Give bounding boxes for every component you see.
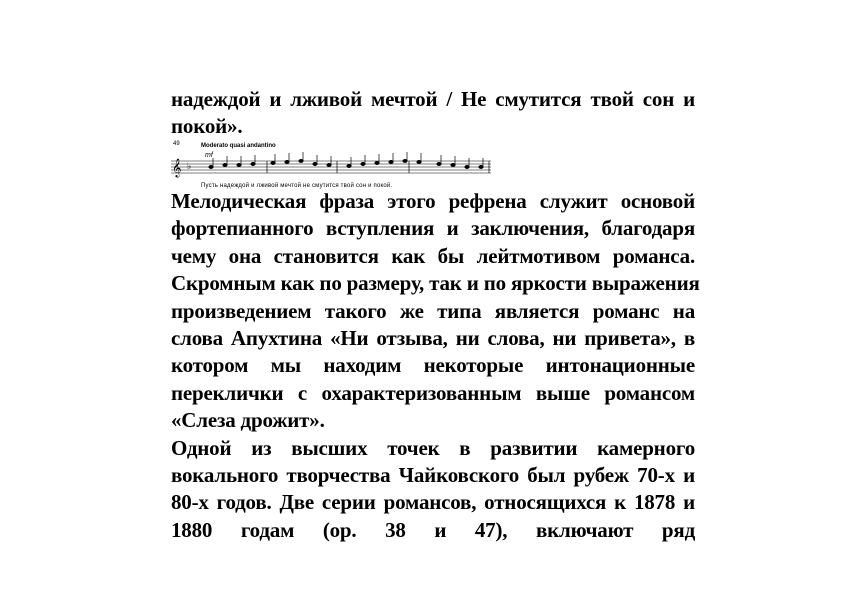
text-line — [171, 188, 695, 215]
note-head — [299, 159, 303, 162]
text-run: », в — [660, 325, 695, 350]
main-text — [171, 188, 700, 544]
text-line — [171, 352, 695, 379]
note-head — [417, 160, 421, 163]
text-run: «Слеза дрожит». — [171, 408, 325, 433]
note-head — [451, 163, 455, 166]
music-score-excerpt — [171, 139, 501, 191]
note-head — [251, 162, 255, 165]
text-run: произведением такого же типа является романс на — [171, 298, 695, 323]
note-head — [437, 162, 441, 165]
text-run: 80-х годов. Две серии романсов, относящихся к 1878 и — [171, 490, 695, 515]
text-run: слова Апухтина « — [171, 325, 341, 350]
dynamic-marking: mf — [205, 152, 213, 159]
text-line — [171, 325, 695, 352]
note-head — [403, 159, 407, 162]
text-run: чему она становится как бы лейтмотивом романса. — [171, 243, 695, 268]
score-lyrics: Пусть надеждой и лживой мечтой не смутится твой сон и покой. — [201, 183, 393, 189]
text-run: ), включают ряд — [495, 517, 695, 542]
text-line — [171, 298, 695, 325]
note-head — [237, 163, 241, 166]
emphasized-text: Ни отзыва, ни слова, ни привета — [340, 325, 661, 350]
text-run: Мелодическая фраза этого рефрена служит основой — [171, 189, 695, 213]
text-line — [171, 407, 695, 434]
note-head — [209, 165, 213, 168]
text-line — [171, 435, 695, 462]
text-run: вокального творчества Чайковского был рубеж 70-х и — [171, 462, 695, 487]
note-head — [313, 162, 317, 165]
note-head — [361, 162, 365, 165]
text-run: фортепианного вступления и заключения, благодаря — [171, 216, 695, 241]
note-head — [285, 160, 289, 163]
note-head — [271, 161, 275, 164]
notes — [209, 152, 483, 169]
text-run: 1880 годам ( — [171, 517, 330, 542]
text-line — [171, 215, 695, 242]
note-head — [223, 163, 227, 166]
key-signature-icon: ♭ — [187, 161, 192, 171]
note-head — [465, 165, 469, 168]
text-run: Скромным как по размеру, так и по яркости выражения — [171, 271, 700, 296]
text-line: надеждой и лживой мечтой / Не смутится твой сон и — [171, 87, 695, 111]
text-line — [171, 270, 700, 297]
text-run: Одной из высших точек в развитии камерного — [171, 435, 695, 460]
text-line — [171, 489, 695, 516]
note-head — [479, 165, 483, 168]
note-head — [375, 161, 379, 164]
quote-continuation — [171, 86, 695, 141]
text-line — [171, 243, 695, 270]
text-line — [171, 517, 695, 544]
note-head — [389, 160, 393, 163]
emphasized-text: ор. 38 и 47 — [329, 517, 496, 542]
note-head — [347, 164, 351, 167]
example-number: 49 — [173, 141, 180, 147]
note-head — [327, 163, 331, 166]
text-line — [171, 462, 695, 489]
text-line: покой». — [171, 114, 243, 139]
treble-clef-icon: 𝄞 — [172, 160, 182, 177]
text-run: переклички с охарактеризованным выше романсом — [171, 380, 695, 405]
tempo-marking: Moderato quasi andantino — [201, 143, 276, 149]
text-run: котором мы находим некоторые интонационные — [171, 353, 695, 378]
text-line — [171, 380, 695, 407]
